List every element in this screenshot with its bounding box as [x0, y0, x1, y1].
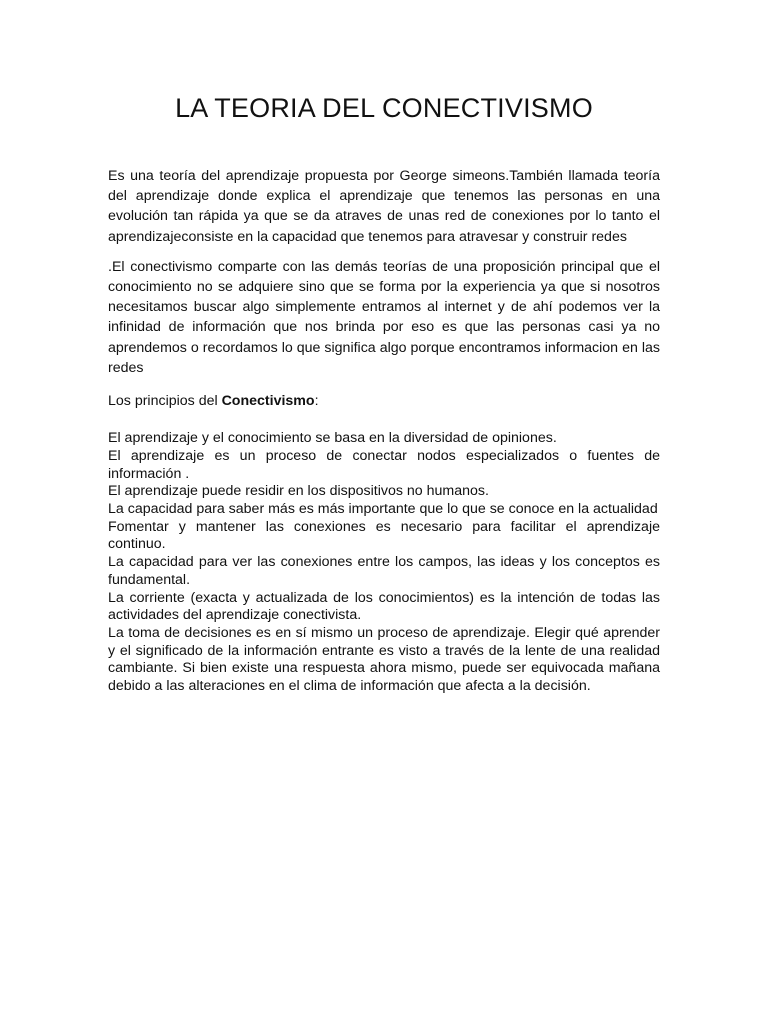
principle-item: La capacidad para ver las conexiones entre los campos, las ideas y los conceptos es fundamental. [108, 554, 660, 588]
principles-list [108, 430, 660, 696]
paragraph-intro: Es una teoría del aprendizaje propuesta por George simeons.También llamada teoría del aprendizaje donde explica el aprendizaje que tenemos las personas en una evolución tan rápida ya que se da atraves de unas red de conexiones por lo tanto el aprendizajeconsiste en la capacidad que tenemos para atravesar y construir redes [108, 168, 660, 245]
document-title: LA TEORIA DEL CONECTIVISMO [175, 93, 593, 123]
principle-item: Fomentar y mantener las conexiones es necesario para facilitar el aprendizaje continuo. [108, 518, 660, 553]
principle-item: El aprendizaje y el conocimiento se basa en la diversidad de opiniones. [108, 430, 557, 447]
principle-item: La capacidad para saber más es más importante que lo que se conoce en la actualidad [108, 501, 658, 518]
principle-item: La toma de decisiones es en sí mismo un proceso de aprendizaje. Elegir qué aprender y el significado de la información entrante es visto a través de la lente de una realidad cambiante. Si bien existe una respuesta ahora mismo, puede ser equivocada mañana debido a las alteraciones en el clima de información que afecta a la decisión. [108, 624, 660, 695]
paragraph-comparison: .El conectivismo comparte con las demás teorías de una proposición principal que el conocimiento no se adquiere sino que se forma por la experiencia ya que si nosotros necesitamos buscar algo simplemente entramos al internet y de ahí podemos ver la infinidad de información que nos brinda por eso es que las personas casi ya no aprendemos o recordamos lo que significa algo porque encontramos informacion en las redes [108, 258, 660, 376]
principles-heading [108, 391, 660, 411]
principles-heading-bold: Conectivismo [221, 393, 315, 410]
principle-item: El aprendizaje puede residir en los dispositivos no humanos. [108, 483, 489, 500]
principles-heading-colon: : [314, 393, 319, 410]
principles-heading-text: Los principios del [108, 393, 222, 410]
principle-item: El aprendizaje es un proceso de conectar nodos especializados o fuentes de información . [108, 447, 660, 482]
principle-item: La corriente (exacta y actualizada de los conocimientos) es la intención de todas las actividades del aprendizaje conectivista. [108, 589, 660, 624]
